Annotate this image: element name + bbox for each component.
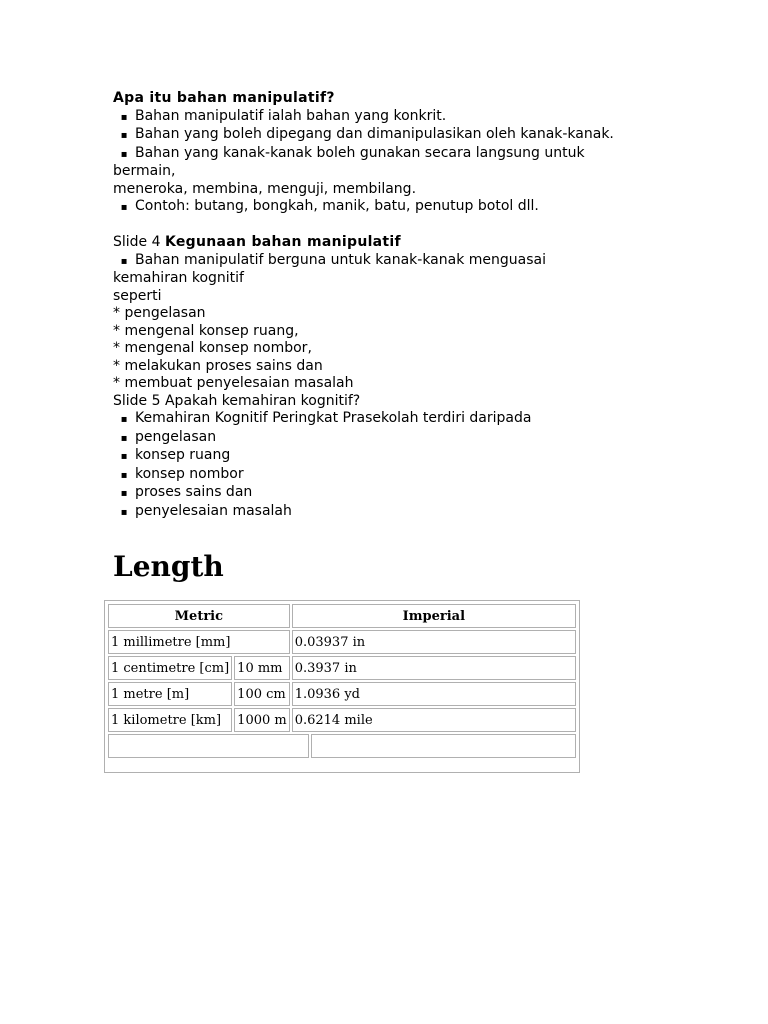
list-item: ▪ penyelesaian masalah (113, 503, 673, 522)
length-heading: Length (113, 550, 224, 583)
empty-cell (108, 734, 309, 758)
text-line: * pengelasan (113, 305, 206, 321)
imperial-cell: 0.3937 in (292, 656, 576, 680)
bullet-icon: ▪ (120, 451, 128, 462)
metric-cell: 1 millimetre [mm] (108, 630, 290, 654)
list-item: ▪ Kemahiran Kognitif Peringkat Prasekolah terdiri daripada (113, 410, 673, 429)
table-header-row (108, 604, 576, 628)
document-text (113, 90, 673, 521)
section-title: Apa itu bahan manipulatif? (113, 90, 335, 106)
list-item: ▪ konsep nombor (113, 466, 673, 485)
section-title: Slide 4 Kegunaan bahan manipulatif (113, 234, 401, 250)
text-line: * melakukan proses sains dan (113, 357, 323, 374)
imperial-cell: 0.03937 in (292, 630, 576, 654)
metric-equivalent-cell: 100 cm (234, 682, 290, 706)
text-line: * mengenal konsep ruang, (113, 322, 299, 339)
bullet-icon: ▪ (120, 488, 128, 499)
empty-cell (311, 734, 576, 758)
list-item: ▪ Bahan manipulatif ialah bahan yang konkrit. (113, 108, 673, 127)
section-title: Slide 5 Apakah kemahiran kognitif? (113, 392, 361, 409)
spacer (113, 217, 673, 235)
metric-equivalent-cell: 1000 m (234, 708, 290, 732)
table-row (108, 630, 576, 654)
text-line: bermain, (113, 163, 176, 179)
list-item: ▪ Contoh: butang, bongkah, manik, batu, penutup botol dll. (113, 198, 673, 217)
text-line: seperti (113, 287, 162, 304)
metric-equivalent-cell: 10 mm (234, 656, 290, 680)
header-metric: Metric (108, 604, 290, 628)
list-item: ▪ Bahan yang kanak-kanak boleh gunakan secara langsung untuk (113, 145, 673, 164)
table-row (108, 656, 576, 680)
bullet-icon: ▪ (120, 130, 128, 141)
list-item: ▪ konsep ruang (113, 447, 673, 466)
length-table (106, 602, 578, 760)
header-imperial: Imperial (292, 604, 576, 628)
table-row (108, 682, 576, 706)
bullet-icon: ▪ (120, 148, 128, 160)
list-item: ▪ Bahan yang boleh dipegang dan dimanipulasikan oleh kanak-kanak. (113, 126, 673, 145)
list-item: ▪ pengelasan (113, 429, 673, 448)
metric-cell: 1 centimetre [cm] (108, 656, 232, 680)
text-line: kemahiran kognitif (113, 270, 244, 286)
bullet-icon: ▪ (120, 506, 128, 518)
metric-cell: 1 metre [m] (108, 682, 232, 706)
text-line: * membuat penyelesaian masalah (113, 375, 354, 391)
bullet-icon: ▪ (120, 255, 128, 267)
bullet-icon: ▪ (120, 414, 128, 425)
imperial-cell: 0.6214 mile (292, 708, 576, 732)
list-item: ▪ proses sains dan (113, 484, 673, 503)
table-empty-row (108, 734, 576, 758)
metric-cell: 1 kilometre [km] (108, 708, 232, 732)
bullet-icon: ▪ (120, 432, 128, 444)
text-line: * mengenal konsep nombor, (113, 340, 312, 356)
bullet-icon: ▪ (120, 111, 128, 123)
bullet-icon: ▪ (120, 202, 128, 213)
text-line: meneroka, membina, menguji, membilang. (113, 180, 417, 197)
bullet-icon: ▪ (120, 469, 128, 481)
length-table-frame (104, 600, 580, 773)
imperial-cell: 1.0936 yd (292, 682, 576, 706)
list-item: ▪ Bahan manipulatif berguna untuk kanak-kanak menguasai (113, 252, 673, 271)
table-row (108, 708, 576, 732)
